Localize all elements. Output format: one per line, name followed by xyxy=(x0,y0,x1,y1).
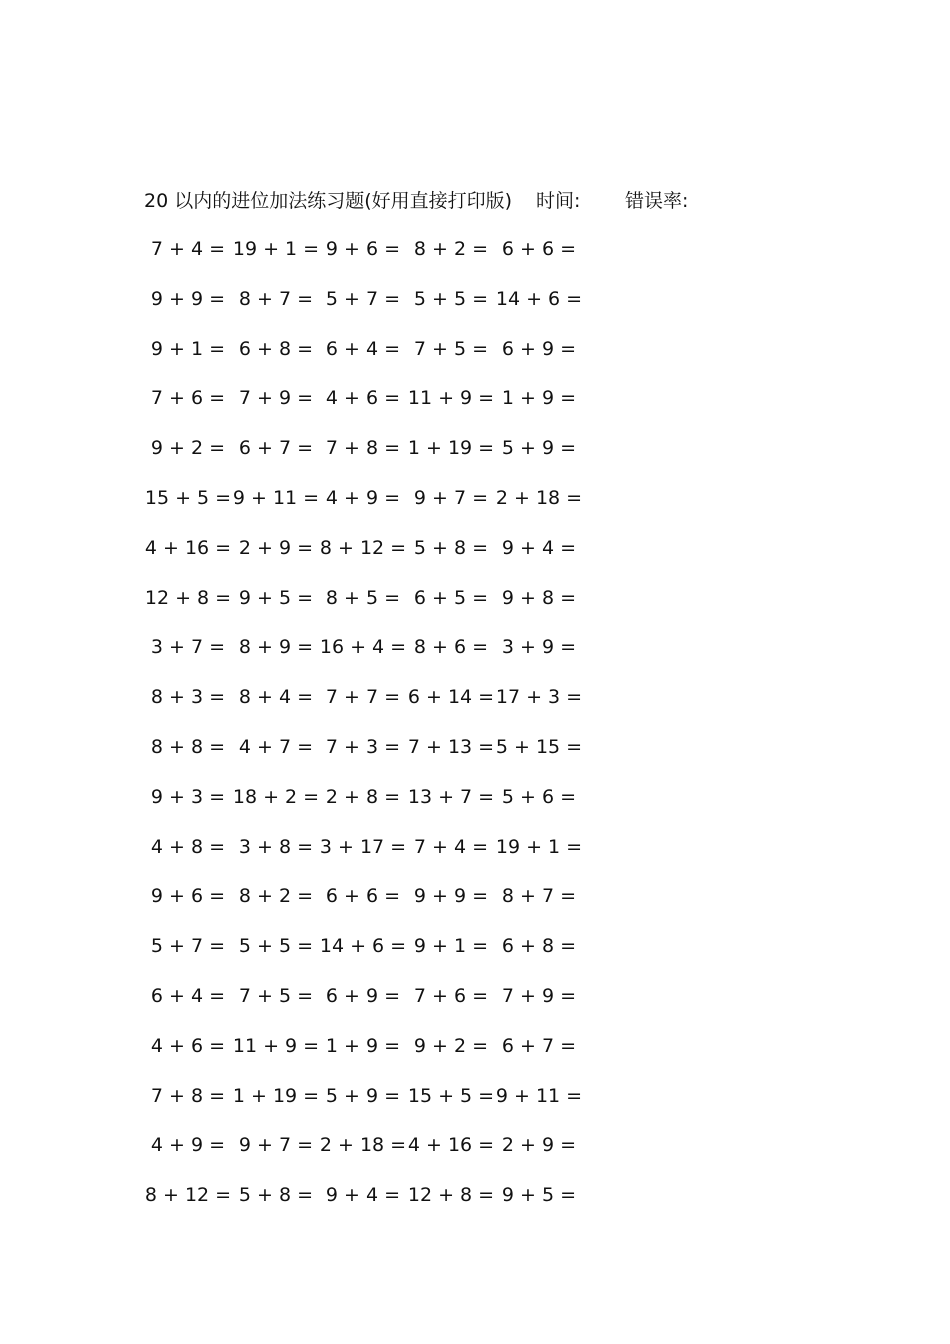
addition-problem: 5 + 7 = xyxy=(150,935,226,958)
addition-problem: 15 + 5 = xyxy=(144,486,232,509)
addition-problem: 12 + 8 = xyxy=(407,1184,495,1207)
addition-problem: 16 + 4 = xyxy=(319,636,407,659)
error-rate-label: 错误率: xyxy=(625,190,689,212)
addition-problem: 5 + 9 = xyxy=(501,437,577,460)
addition-problem: 5 + 15 = xyxy=(495,735,583,758)
addition-problem: 1 + 19 = xyxy=(232,1084,320,1107)
addition-problem: 11 + 9 = xyxy=(232,1034,320,1057)
addition-problem: 7 + 8 = xyxy=(325,437,401,460)
addition-problem: 6 + 9 = xyxy=(501,337,577,360)
addition-problem: 7 + 6 = xyxy=(413,984,489,1007)
addition-problem: 8 + 2 = xyxy=(238,885,314,908)
addition-problem: 4 + 9 = xyxy=(150,1134,226,1157)
addition-problem: 4 + 9 = xyxy=(325,486,401,509)
addition-problem: 14 + 6 = xyxy=(495,287,583,310)
problem-row xyxy=(144,881,604,931)
addition-problem: 9 + 2 = xyxy=(150,437,226,460)
addition-problem: 9 + 7 = xyxy=(238,1134,314,1157)
addition-problem: 7 + 7 = xyxy=(325,686,401,709)
problem-row xyxy=(144,632,604,682)
addition-problem: 6 + 7 = xyxy=(501,1034,577,1057)
addition-problem: 14 + 6 = xyxy=(319,935,407,958)
addition-problem: 12 + 8 = xyxy=(144,586,232,609)
addition-problem: 9 + 2 = xyxy=(413,1034,489,1057)
problem-row xyxy=(144,433,604,483)
addition-problem: 9 + 1 = xyxy=(150,337,226,360)
addition-problem: 2 + 9 = xyxy=(238,536,314,559)
addition-problem: 9 + 6 = xyxy=(150,885,226,908)
addition-problem: 7 + 4 = xyxy=(413,835,489,858)
addition-problem: 9 + 8 = xyxy=(501,586,577,609)
addition-problem: 7 + 5 = xyxy=(238,984,314,1007)
addition-problem: 5 + 5 = xyxy=(413,287,489,310)
addition-problem: 6 + 4 = xyxy=(325,337,401,360)
problem-row xyxy=(144,1180,604,1230)
addition-problem: 5 + 7 = xyxy=(325,287,401,310)
problem-row xyxy=(144,533,604,583)
addition-problem: 7 + 6 = xyxy=(150,387,226,410)
addition-problem: 9 + 4 = xyxy=(325,1184,401,1207)
addition-problem: 3 + 17 = xyxy=(319,835,407,858)
addition-problem: 5 + 8 = xyxy=(238,1184,314,1207)
addition-problem: 4 + 8 = xyxy=(150,835,226,858)
addition-problem: 4 + 6 = xyxy=(325,387,401,410)
addition-problem: 3 + 9 = xyxy=(501,636,577,659)
addition-problem: 6 + 7 = xyxy=(238,437,314,460)
addition-problem: 8 + 8 = xyxy=(150,735,226,758)
addition-problem: 7 + 8 = xyxy=(150,1084,226,1107)
addition-problem: 9 + 11 = xyxy=(495,1084,583,1107)
addition-problem: 1 + 19 = xyxy=(407,437,495,460)
addition-problem: 9 + 7 = xyxy=(413,486,489,509)
addition-problem: 7 + 9 = xyxy=(238,387,314,410)
addition-problem: 6 + 8 = xyxy=(501,935,577,958)
addition-problem: 6 + 4 = xyxy=(150,984,226,1007)
addition-problem: 4 + 6 = xyxy=(150,1034,226,1057)
addition-problem: 7 + 9 = xyxy=(501,984,577,1007)
addition-problem: 2 + 18 = xyxy=(319,1134,407,1157)
addition-problem: 6 + 6 = xyxy=(325,885,401,908)
addition-problem: 9 + 3 = xyxy=(150,785,226,808)
addition-problem: 6 + 9 = xyxy=(325,984,401,1007)
problem-row xyxy=(144,931,604,981)
addition-problem: 8 + 2 = xyxy=(413,238,489,260)
problem-row xyxy=(144,234,604,284)
addition-problem: 5 + 8 = xyxy=(413,536,489,559)
problem-row xyxy=(144,682,604,732)
addition-problem: 8 + 9 = xyxy=(238,636,314,659)
addition-problem: 6 + 8 = xyxy=(238,337,314,360)
addition-problem: 19 + 1 = xyxy=(232,238,320,260)
addition-problem: 5 + 6 = xyxy=(501,785,577,808)
addition-problem: 7 + 13 = xyxy=(407,735,495,758)
addition-problem: 9 + 6 = xyxy=(325,238,401,260)
addition-problem: 3 + 7 = xyxy=(150,636,226,659)
addition-problem: 8 + 6 = xyxy=(413,636,489,659)
problem-row xyxy=(144,981,604,1031)
addition-problem: 9 + 5 = xyxy=(238,586,314,609)
addition-problem: 8 + 12 = xyxy=(144,1184,232,1207)
time-label: 时间: xyxy=(536,190,581,212)
problem-row xyxy=(144,832,604,882)
addition-problem: 6 + 6 = xyxy=(501,238,577,260)
problem-row xyxy=(144,284,604,334)
addition-problem: 13 + 7 = xyxy=(407,785,495,808)
addition-problem: 9 + 1 = xyxy=(413,935,489,958)
addition-problem: 8 + 7 = xyxy=(238,287,314,310)
addition-problem: 1 + 9 = xyxy=(501,387,577,410)
addition-problem: 11 + 9 = xyxy=(407,387,495,410)
addition-problem: 3 + 8 = xyxy=(238,835,314,858)
addition-problem: 17 + 3 = xyxy=(495,686,583,709)
addition-problem: 4 + 7 = xyxy=(238,735,314,758)
problem-row xyxy=(144,732,604,782)
addition-problem: 6 + 14 = xyxy=(407,686,495,709)
addition-problem: 4 + 16 = xyxy=(407,1134,495,1157)
problem-row xyxy=(144,1031,604,1081)
addition-problem: 9 + 9 = xyxy=(413,885,489,908)
problem-row xyxy=(144,1130,604,1180)
addition-problem: 9 + 11 = xyxy=(232,486,320,509)
addition-problem: 6 + 5 = xyxy=(413,586,489,609)
addition-problem: 2 + 8 = xyxy=(325,785,401,808)
addition-problem: 1 + 9 = xyxy=(325,1034,401,1057)
worksheet-title: 20 以内的进位加法练习题(好用直接打印版) xyxy=(144,190,513,212)
addition-problem: 8 + 5 = xyxy=(325,586,401,609)
addition-problem: 19 + 1 = xyxy=(495,835,583,858)
addition-problem: 18 + 2 = xyxy=(232,785,320,808)
problem-grid xyxy=(144,234,604,1230)
problem-row xyxy=(144,334,604,384)
addition-problem: 9 + 4 = xyxy=(501,536,577,559)
addition-problem: 7 + 4 = xyxy=(150,238,226,260)
addition-problem: 7 + 5 = xyxy=(413,337,489,360)
problem-row xyxy=(144,583,604,633)
problem-row xyxy=(144,483,604,533)
addition-problem: 8 + 4 = xyxy=(238,686,314,709)
addition-problem: 7 + 3 = xyxy=(325,735,401,758)
addition-problem: 4 + 16 = xyxy=(144,536,232,559)
problem-row xyxy=(144,383,604,433)
addition-problem: 8 + 12 = xyxy=(319,536,407,559)
addition-problem: 15 + 5 = xyxy=(407,1084,495,1107)
addition-problem: 2 + 18 = xyxy=(495,486,583,509)
addition-problem: 9 + 9 = xyxy=(150,287,226,310)
addition-problem: 5 + 5 = xyxy=(238,935,314,958)
problem-row xyxy=(144,782,604,832)
problem-row xyxy=(144,1081,604,1131)
addition-problem: 2 + 9 = xyxy=(501,1134,577,1157)
addition-problem: 9 + 5 = xyxy=(501,1184,577,1207)
addition-problem: 8 + 7 = xyxy=(501,885,577,908)
addition-problem: 5 + 9 = xyxy=(325,1084,401,1107)
addition-problem: 8 + 3 = xyxy=(150,686,226,709)
